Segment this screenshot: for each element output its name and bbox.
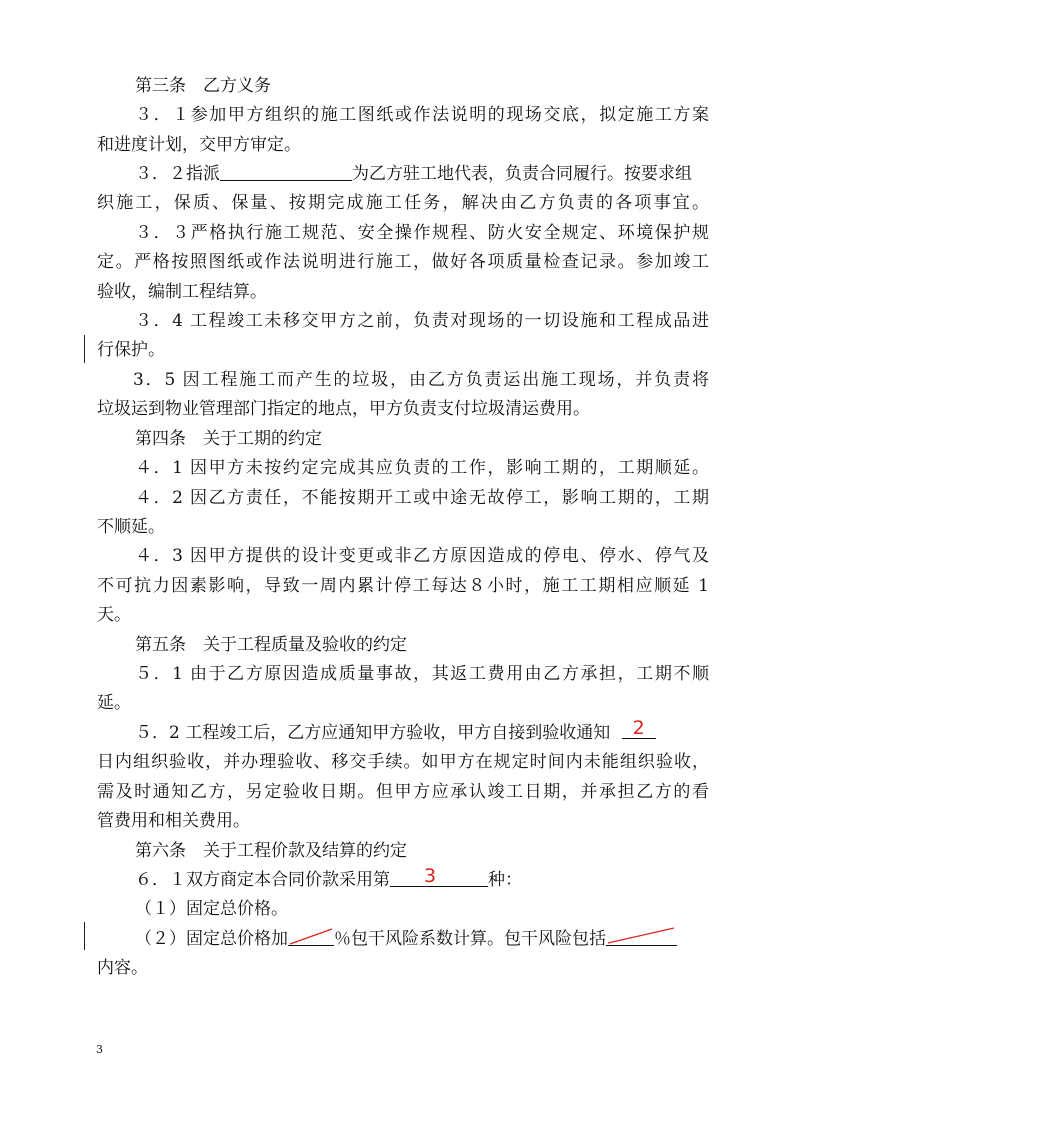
clause-5-2-line-3: 需及时通知乙方，另定验收日期。但甲方应承认竣工日期，并承担乙方的看: [97, 782, 709, 802]
article-3-heading: 第三条 乙方义务: [135, 76, 271, 96]
clause-3-4-line-1: ３．4 工程竣工未移交甲方之前，负责对现场的一切设施和工程成品进: [135, 311, 709, 331]
revision-bar: [84, 335, 85, 363]
clause-5-2-line-4: 管费用和相关费用。: [97, 811, 250, 831]
clause-4-3-line-1: ４．3 因甲方提供的设计变更或非乙方原因造成的停电、停水、停气及: [135, 546, 709, 566]
clause-3-5-line-1: 3．5 因工程施工而产生的垃圾，由乙方负责运出施工现场，并负责将: [133, 370, 709, 390]
acceptance-days-value: 2: [632, 717, 645, 739]
clause-3-2-line-1: [135, 160, 709, 189]
clause-3-4-line-2: 行保护。: [97, 340, 165, 360]
clause-3-3-line-3: 验收，编制工程结算。: [97, 282, 267, 302]
price-method-value: 3: [424, 865, 437, 887]
option-2-middle: ％包干风险系数计算。包干风险包括: [334, 929, 606, 949]
revision-bar: [84, 922, 85, 950]
clause-4-3-line-2: 不可抗力因素影响，导致一周内累计停工每达８小时，施工工期相应顺延 1: [97, 576, 709, 596]
page-number: 3: [96, 1043, 103, 1056]
clause-3-2-line-2: 织施工，保质、保量、按期完成施工任务，解决由乙方负责的各项事宜。: [97, 193, 709, 213]
red-strike-mark: [606, 927, 677, 945]
price-method-blank: [390, 865, 488, 887]
clause-3-1-line-2: 和进度计划，交甲方审定。: [97, 135, 301, 155]
clause-4-2-line-2: 不顺延。: [97, 517, 165, 537]
clause-5-2-line-1: [135, 719, 709, 748]
article-6-heading: 第六条 关于工程价款及结算的约定: [135, 841, 407, 861]
option-2-text: （２）固定总价格加: [135, 929, 288, 949]
clause-3-3-line-1: ３．３严格执行施工规范、安全操作规程、防火安全规定、环境保护规: [135, 223, 709, 243]
option-2-line-2: 内容。: [97, 958, 148, 978]
option-1-fixed-total-price: （１）固定总价格。: [135, 899, 288, 919]
clause-5-1-line-1: ５．1 由于乙方原因造成质量事故，其返工费用由乙方承担，工期不顺: [135, 664, 709, 684]
acceptance-days-blank: [622, 717, 656, 739]
clause-5-1-line-2: 延。: [97, 693, 131, 713]
clause-6-1-text: ６．１双方商定本合同价款采用第: [135, 870, 390, 890]
clause-3-2-suffix: 为乙方驻工地代表，负责合同履行。按要求组: [352, 164, 692, 184]
risk-percent-blank: [288, 927, 334, 946]
clause-4-3-line-3: 天。: [97, 605, 131, 625]
article-5-heading: 第五条 关于工程质量及验收的约定: [135, 635, 407, 655]
red-strike-mark: [288, 927, 334, 945]
clause-3-5-line-2: 垃圾运到物业管理部门指定的地点，甲方负责支付垃圾清运费用。: [97, 399, 590, 419]
representative-name-blank: [220, 162, 352, 181]
clause-6-1-line-1: [135, 866, 709, 895]
clause-4-2-line-1: ４．2 因乙方责任，不能按期开工或中途无故停工，影响工期的，工期: [135, 488, 709, 508]
article-4-heading: 第四条 关于工期的约定: [135, 429, 322, 449]
clause-4-1-line-1: ４．1 因甲方未按约定完成其应负责的工作，影响工期的，工期顺延。: [135, 458, 709, 478]
clause-5-2-line-2: 日内组织验收，并办理验收、移交手续。如甲方在规定时间内未能组织验收，: [97, 752, 709, 772]
clause-3-2-prefix: ３．２指派: [135, 164, 220, 184]
clause-5-2-text: ５．2 工程竣工后，乙方应通知甲方验收，甲方自接到验收通知: [135, 723, 611, 743]
clause-6-1-suffix: 种：: [488, 870, 522, 890]
option-2-line-1: [135, 925, 709, 954]
clause-3-1-line-1: ３．１参加甲方组织的施工图纸或作法说明的现场交底，拟定施工方案: [135, 105, 709, 125]
risk-content-blank: [606, 927, 677, 946]
clause-3-3-line-2: 定。严格按照图纸或作法说明进行施工，做好各项质量检查记录。参加竣工: [97, 252, 709, 272]
